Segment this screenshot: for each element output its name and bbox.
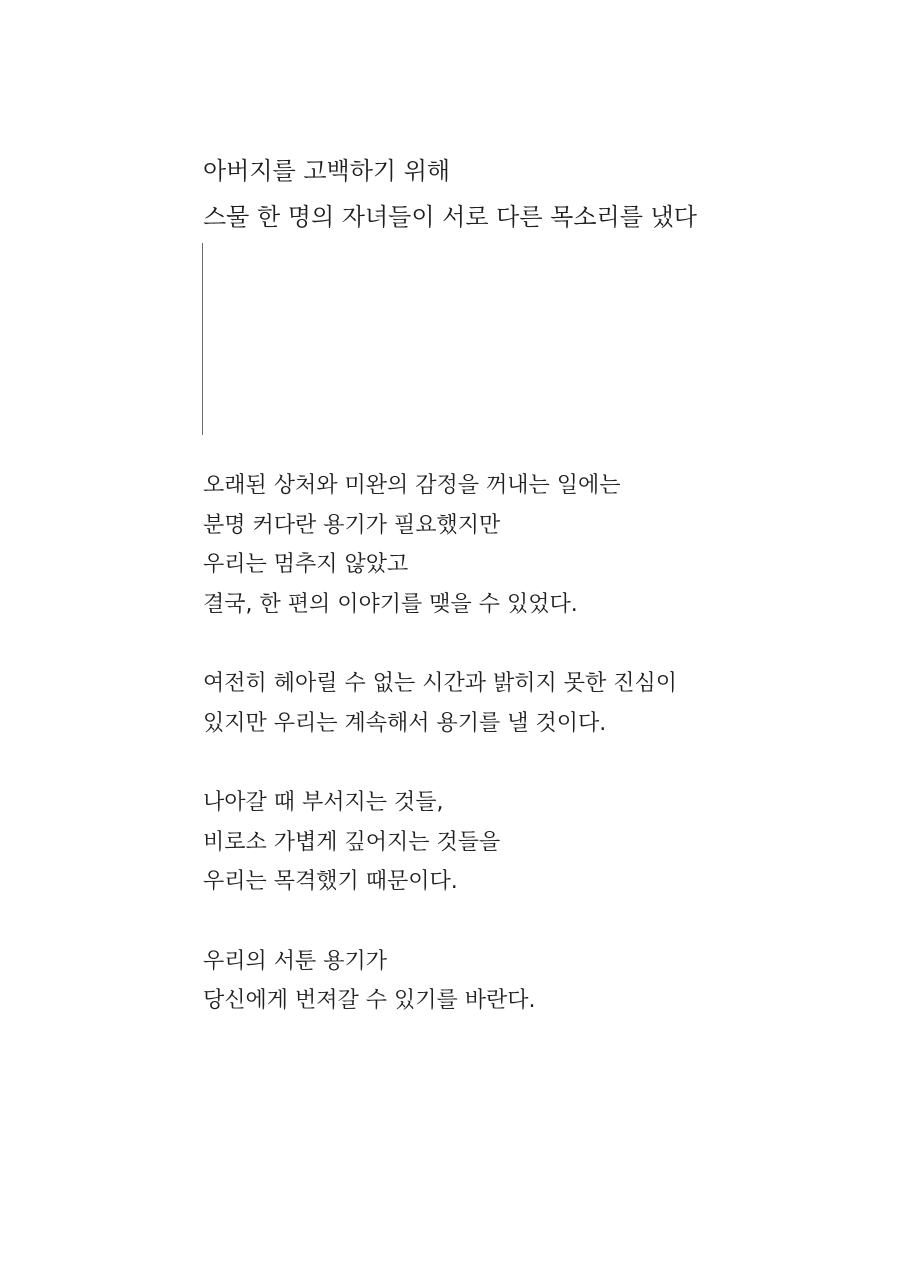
text-line: 우리는 목격했기 때문이다.: [203, 869, 458, 894]
vertical-divider: [202, 243, 203, 435]
stanza-3: [203, 783, 843, 902]
title-block: [203, 148, 843, 240]
text-line: 우리는 멈추지 않았고: [203, 552, 409, 577]
text-line: 당신에게 번져갈 수 있기를 바란다.: [203, 988, 536, 1013]
stanza-2: [203, 664, 843, 743]
body-text: [203, 466, 843, 1061]
text-line: 여전히 헤아릴 수 없는 시간과 밝히지 못한 진심이: [203, 671, 677, 696]
text-line: 비로소 가볍게 깊어지는 것들을: [203, 829, 501, 855]
title-line: 아버지를 고백하기 위해: [203, 157, 451, 185]
text-line: 나아갈 때 부서지는 것들,: [203, 790, 444, 815]
text-line: 있지만 우리는 계속해서 용기를 낼 것이다.: [203, 710, 607, 736]
stanza-1: [203, 466, 843, 624]
text-line: 결국, 한 편의 이야기를 맺을 수 있었다.: [203, 591, 578, 617]
title-line: 스물 한 명의 자녀들이 서로 다른 목소리를 냈다: [203, 203, 697, 231]
text-line: 우리의 서툰 용기가: [203, 948, 388, 974]
stanza-4: [203, 942, 843, 1021]
text-line: 분명 커다란 용기가 필요했지만: [203, 512, 501, 538]
text-line: 오래된 상처와 미완의 감정을 꺼내는 일에는: [203, 473, 621, 498]
